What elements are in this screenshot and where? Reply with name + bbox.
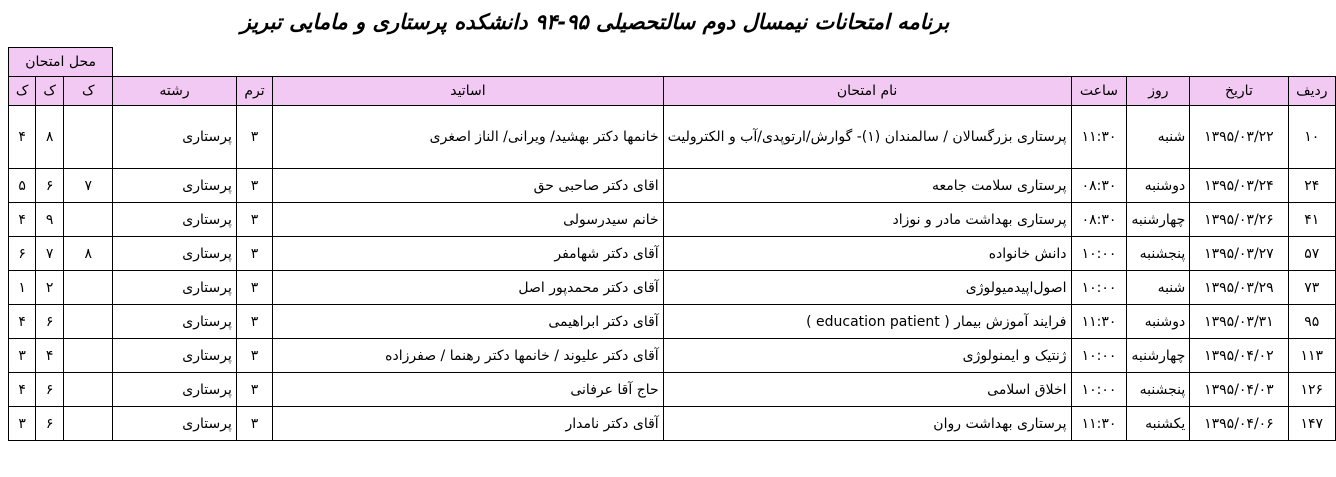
cell-term: ۳ [236, 373, 272, 407]
cell-k2: ۶ [36, 407, 64, 441]
cell-field: پرستاری [113, 169, 237, 203]
cell-term: ۳ [236, 106, 272, 169]
cell-teachers: حاج آقا عرفانی [273, 373, 664, 407]
cell-k3: ۴ [9, 305, 36, 339]
cell-k1 [64, 271, 113, 305]
cell-k2: ۴ [36, 339, 64, 373]
cell-k1 [64, 339, 113, 373]
cell-field: پرستاری [113, 106, 237, 169]
cell-k3: ۱ [9, 271, 36, 305]
cell-field: پرستاری [113, 305, 237, 339]
cell-date: ۱۳۹۵/۰۳/۲۶ [1190, 203, 1288, 237]
cell-date: ۱۳۹۵/۰۳/۲۷ [1190, 237, 1288, 271]
table-row [9, 339, 1336, 373]
cell-day: شنبه [1127, 271, 1190, 305]
cell-exam: ژنتیک و ایمنولوژی [663, 339, 1071, 373]
cell-row-number: ۱۴۷ [1288, 407, 1335, 441]
cell-teachers: خانم سیدرسولی [273, 203, 664, 237]
page-title: برنامه امتحانات نیمسال دوم سالتحصیلی ۹۵-۹۴ دانشکده پرستاری و مامایی تبریز [240, 10, 950, 34]
header-spacer [113, 48, 1336, 77]
table-row [9, 271, 1336, 305]
table-row [9, 305, 1336, 339]
cell-day: چهارشنبه [1127, 203, 1190, 237]
cell-exam: اصول‌اپیدمیولوژی [663, 271, 1071, 305]
cell-k2: ۹ [36, 203, 64, 237]
header-row-number: ردیف [1288, 77, 1335, 106]
cell-field: پرستاری [113, 407, 237, 441]
table-row [9, 203, 1336, 237]
cell-term: ۳ [236, 339, 272, 373]
cell-day: یکشنبه [1127, 407, 1190, 441]
cell-teachers: آقای دکتر ابراهیمی [273, 305, 664, 339]
cell-time: ۱۱:۳۰ [1071, 106, 1127, 169]
cell-day: پنجشنبه [1127, 237, 1190, 271]
cell-term: ۳ [236, 237, 272, 271]
cell-term: ۳ [236, 203, 272, 237]
cell-k1 [64, 203, 113, 237]
header-exam: نام امتحان [663, 77, 1071, 106]
cell-row-number: ۱۲۶ [1288, 373, 1335, 407]
cell-time: ۱۰:۰۰ [1071, 339, 1127, 373]
header-k2: ک [36, 77, 64, 106]
cell-teachers: آقای دکتر نامدار [273, 407, 664, 441]
header-date: تاریخ [1190, 77, 1288, 106]
cell-k3: ۳ [9, 339, 36, 373]
cell-exam: فرایند آموزش بیمار ( education patient ) [663, 305, 1071, 339]
cell-time: ۱۰:۰۰ [1071, 271, 1127, 305]
cell-term: ۳ [236, 271, 272, 305]
cell-row-number: ۷۳ [1288, 271, 1335, 305]
header-time: ساعت [1071, 77, 1127, 106]
cell-exam: اخلاق اسلامی [663, 373, 1071, 407]
cell-k3: ۵ [9, 169, 36, 203]
cell-day: پنجشنبه [1127, 373, 1190, 407]
cell-time: ۱۱:۳۰ [1071, 305, 1127, 339]
cell-row-number: ۹۵ [1288, 305, 1335, 339]
cell-time: ۰۸:۳۰ [1071, 203, 1127, 237]
header-field: رشته [113, 77, 237, 106]
cell-k1 [64, 305, 113, 339]
header-k1: ک [64, 77, 113, 106]
cell-exam: پرستاری بهداشت مادر و نوزاد [663, 203, 1071, 237]
cell-day: شنبه [1127, 106, 1190, 169]
cell-k2: ۸ [36, 106, 64, 169]
cell-time: ۰۸:۳۰ [1071, 169, 1127, 203]
cell-k3: ۴ [9, 203, 36, 237]
cell-k2: ۶ [36, 305, 64, 339]
cell-k2: ۶ [36, 373, 64, 407]
cell-time: ۱۰:۰۰ [1071, 373, 1127, 407]
cell-term: ۳ [236, 169, 272, 203]
header-term: ترم [236, 77, 272, 106]
cell-day: چهارشنبه [1127, 339, 1190, 373]
cell-exam: پرستاری سلامت جامعه [663, 169, 1071, 203]
cell-field: پرستاری [113, 271, 237, 305]
column-header-row [9, 77, 1336, 106]
header-teachers: اساتید [273, 77, 664, 106]
cell-k3: ۶ [9, 237, 36, 271]
cell-k3: ۴ [9, 106, 36, 169]
cell-day: دوشنبه [1127, 169, 1190, 203]
cell-exam: پرستاری بزرگسالان / سالمندان (۱)- گوارش/ارتوپدی/آب و الکترولیت [663, 106, 1071, 169]
cell-date: ۱۳۹۵/۰۴/۰۶ [1190, 407, 1288, 441]
table-row [9, 106, 1336, 169]
cell-date: ۱۳۹۵/۰۴/۰۲ [1190, 339, 1288, 373]
cell-k1: ۷ [64, 169, 113, 203]
cell-k1 [64, 106, 113, 169]
table-row [9, 169, 1336, 203]
cell-teachers: آقای دکتر شهامفر [273, 237, 664, 271]
cell-row-number: ۵۷ [1288, 237, 1335, 271]
cell-teachers: آقای دکتر علیوند / خانمها دکتر رهنما / صفرزاده [273, 339, 664, 373]
cell-date: ۱۳۹۵/۰۳/۳۱ [1190, 305, 1288, 339]
location-header: محل امتحان [9, 48, 113, 77]
location-header-row [9, 48, 1336, 77]
cell-date: ۱۳۹۵/۰۳/۲۲ [1190, 106, 1288, 169]
cell-time: ۱۰:۰۰ [1071, 237, 1127, 271]
cell-k2: ۷ [36, 237, 64, 271]
cell-k2: ۲ [36, 271, 64, 305]
cell-row-number: ۱۰ [1288, 106, 1335, 169]
table-row [9, 407, 1336, 441]
cell-term: ۳ [236, 407, 272, 441]
table-row [9, 237, 1336, 271]
cell-row-number: ۴۱ [1288, 203, 1335, 237]
cell-teachers: آقای دکتر محمدپور اصل [273, 271, 664, 305]
cell-date: ۱۳۹۵/۰۳/۲۴ [1190, 169, 1288, 203]
cell-term: ۳ [236, 305, 272, 339]
table-row [9, 373, 1336, 407]
cell-row-number: ۲۴ [1288, 169, 1335, 203]
header-day: روز [1127, 77, 1190, 106]
cell-day: دوشنبه [1127, 305, 1190, 339]
cell-row-number: ۱۱۳ [1288, 339, 1335, 373]
header-k3: ک [9, 77, 36, 106]
cell-field: پرستاری [113, 373, 237, 407]
cell-exam: دانش خانواده [663, 237, 1071, 271]
cell-field: پرستاری [113, 339, 237, 373]
cell-k3: ۳ [9, 407, 36, 441]
cell-field: پرستاری [113, 203, 237, 237]
cell-k1 [64, 373, 113, 407]
cell-exam: پرستاری بهداشت روان [663, 407, 1071, 441]
cell-teachers: اقای دکتر صاحبی حق [273, 169, 664, 203]
cell-time: ۱۱:۳۰ [1071, 407, 1127, 441]
cell-k3: ۴ [9, 373, 36, 407]
cell-field: پرستاری [113, 237, 237, 271]
cell-k1 [64, 407, 113, 441]
cell-date: ۱۳۹۵/۰۳/۲۹ [1190, 271, 1288, 305]
cell-teachers: خانمها دکتر بهشید/ ویرانی/ الناز اصغری [273, 106, 664, 169]
cell-date: ۱۳۹۵/۰۴/۰۳ [1190, 373, 1288, 407]
exam-schedule-table [8, 47, 1336, 441]
cell-k2: ۶ [36, 169, 64, 203]
cell-k1: ۸ [64, 237, 113, 271]
